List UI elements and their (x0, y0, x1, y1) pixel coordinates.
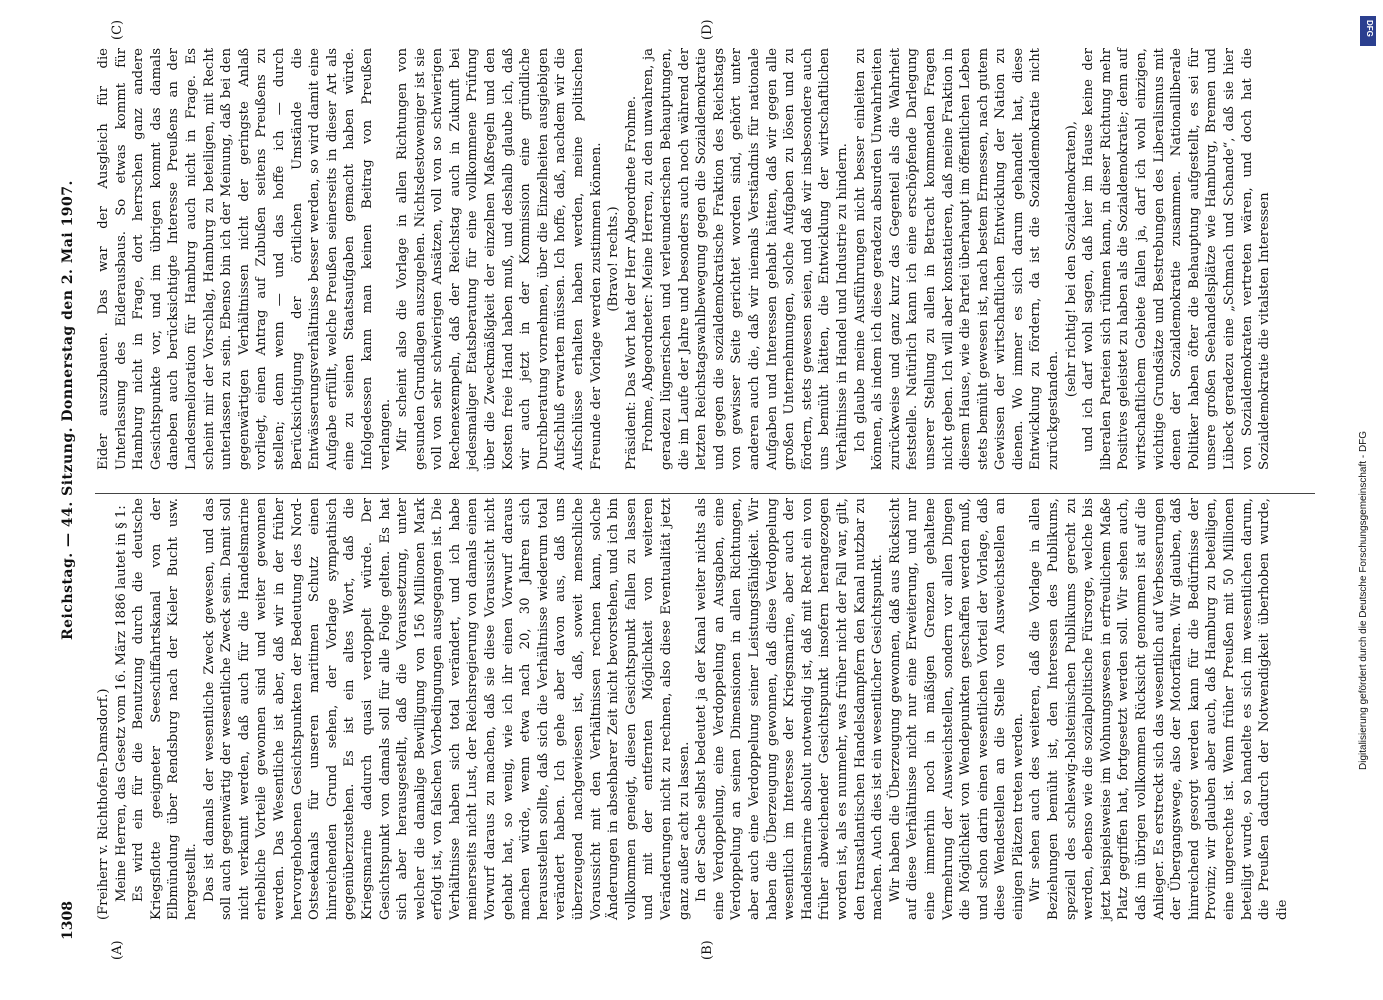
paragraph: Frohme, Abgeordneter: Meine Herren, zu den unwahren, ja geradezu lügnerischen und verleumderischen Behauptungen, die im Laufe der Jahre und besonders auch noch während der letzten Reichstagswahlbewegung gegen die Sozialdemokratie und gegen die sozialdemokratische Fraktion des Reichstags von gewisser Seite gerichtet worden sind, gehört unter anderen auch die, daß wir niemals Verständnis für nationale Aufgaben und Interessen gehabt hätten, daß wir gegen alle großen Unternehmungen, solche Aufgaben zu lösen und zu fördern, stets gewesen seien, und daß wir insbesondere auch uns bemüht hätten, die Entwicklung der wirtschaftlichen Verhältnisse in Handel und Industrie zu hindern. (641, 48, 850, 470)
paragraph: Präsident: Das Wort hat der Herr Abgeordnete Frohme. (623, 95, 639, 470)
paragraph: Mir scheint also die Vorlage in allen Richtungen von gesunden Grundlagen auszugehen. Nichtsdestoweniger ist sie voll von sehr schwierigen Ansätzen, voll von so schwierigen Rechenexempeln, daß der Reichstag auch in Zukunft bei jedesmaliger Etatsberatung für eine vollkommene Prüfung über die Zweckmäßigkeit der einzelnen Maßregeln und den Kosten freie Hand haben muß, und deshalb glaube ich, daß wir auch jetzt in der Kommission eine gründliche Durchberatung vornehmen, über die Einzelheiten ausgiebigen Aufschluß erwarten müssen. Ich hoffe, daß, nachdem wir die Aufschlüsse erhalten haben werden, meine politischen Freunde der Vorlage werden zustimmen können. (395, 48, 604, 470)
left-column (95, 498, 1291, 920)
paragraph: In der Sache selbst bedeutet ja der Kanal weiter nichts als eine Verdoppelung, eine Verdoppelung an Ausgaben, eine Verdoppelung an seinen Dimensionen in allen Richtungen, aber auch eine Verdoppelung seiner Leistungsfähigkeit. Wir haben die Überzeugung gewonnen, daß diese Verdoppelung wesentlich im Interesse der Kriegsmarine, aber auch der Handelsmarine absolut notwendig ist, daß mit Recht ein von früher abweichender Gesichtspunkt insofern herangezogen worden ist, als es nunmehr, was früher nicht der Fall war, gilt, den transatlantischen Handelsdampfern den Kanal nutzbar zu machen. Auch dies ist ein wesentlicher Gesichtspunkt. (694, 498, 886, 920)
running-title: Reichstag. — 44. Sitzung. Donnerstag den 2. Mai 1907. (60, 180, 76, 640)
paragraph: (Freiherr v. Richthofen-Damsdorf.) (96, 688, 111, 920)
margin-mark-d: (D) (700, 19, 715, 40)
paragraph: Eider auszubauen. Das war der Ausgleich für die Unterlassung des Eiderausbaus. So etwas kommt für Hamburg nicht in Frage, dort herrschen ganz andere Gesichtspunkte vor, und im übrigen kommt das damals daneben auch berücksichtigte Interesse Preußens an der Landesmelioration für Hamburg auch nicht in Frage. Es scheint mir der Vorschlag, Hamburg zu beteiligen, mit Recht unterlassen zu sein. Ebenso bin ich der Meinung, daß bei den gegenwärtigen Verhältnissen nicht der geringste Anlaß vorliegt, einen Antrag auf Zubußen seitens Preußens zu stellen; denn wenn — und das hoffe ich — durch Berücksichtigung der örtlichen Umstände die Entwässerungsverhältnisse besser werden, so wird damit eine Aufgabe erfüllt, welche Preußen seinerseits in dieser Art als eine zu seinen Staatsaufgaben gemacht haben würde. Infolgedessen kann man keinen Beitrag von Preußen verlangen. (96, 48, 393, 470)
dfg-logo: DFG (1360, 16, 1376, 46)
paragraph: und ich darf wohl sagen, daß hier im Hause keine der liberalen Parteien sich rühmen kann, in dieser Richtung mehr Positives geleistet zu haben als die Sozialdemokratie; denn auf wirtschaftlichem Gebiete fallen ja, darf ich wohl einzigen, wichtige Grundsätze und Bestrebungen des Liberalismus mit denen der Sozialdemokratie zusammen. Nationalliberale Politiker haben öfter die Behauptung aufgestellt, es sei für unsere großen Seehandelsplätze wie Hamburg, Bremen und Lübeck geradezu eine „Schmach und Schande“, daß sie hier von Sozialdemokraten vertreten wären, und doch hat die Sozialdemokratie die vitalsten Interessen (1081, 48, 1273, 470)
column-divider (95, 493, 1315, 494)
paragraph: (Bravo! rechts.) (606, 206, 622, 312)
side-credit (1358, 10, 1378, 790)
paragraph: Es wird ein für die Benutzung durch die deutsche Kriegsflotte geeigneter Seeschiffahrtskanal von der Elbmündung über Rendsburg nach der Kieler Bucht usw. hergestellt. (131, 498, 199, 920)
paragraph: Meine Herren, das Gesetz vom 16. März 1886 lautet in § 1: (113, 505, 129, 902)
right-column (95, 48, 1274, 470)
paragraph: Wir haben die Überzeugung gewonnen, daß aus Rücksicht auf diese Verhältnisse nicht nur eine Erweiterung, und nur eine immerhin noch in mäßigen Grenzen gehaltene Vermehrung der Ausweichstellen, sondern vor allen Dingen die Möglichkeit von Wendepunkten geschaffen werden muß, und schon darin einen wesentlichen Vorteil der Vorlage, daß diese Wendestellen an die Stelle von Ausweichstellen an einigen Plätzen treten werden. (887, 498, 1026, 920)
paragraph: Wir sehen auch des weiteren, daß die Vorlage in allen Beziehungen bemüht ist, den Interessen des Publikums, speziell des schleswig-holsteinischen Publikums gerecht zu werden, ebenso wie die sozialpolitische Fürsorge, welche bis jetzt beispielsweise im Wohnungswesen in erfreulichem Maße Platz gegriffen hat, fortgesetzt werden soll. Wir sehen auch, daß im übrigen vollkommen Rücksicht genommen ist auf die Anlieger. Es erstreckt sich das wesentlich auf Verbesserungen der Übergangswege, also der Motorfähren. Wir glauben, daß hinreichend gesorgt werden kann für die Bedürfnisse der Provinz; wir glauben aber auch, daß Hamburg zu beteiligen, eine ungerechte ist. Wenn früher Preußen mit 50 Millionen beteiligt wurde, so handelte es sich im wesentlichen darum, die Preußen dadurch der Notwendigkeit überhoben wurde, die (1028, 498, 1290, 920)
margin-mark-c: (C) (110, 19, 125, 40)
page-header (60, 60, 86, 940)
digitization-note: Digitalisierung gefördert durch die Deutsche Forschungsgemeinschaft - DFG (1358, 430, 1369, 770)
paragraph: Das ist damals der wesentliche Zweck gewesen, und das soll auch gegenwärtig der wesentliche Zweck sein. Damit soll nicht verkannt werden, daß auch für die Handelsmarine erhebliche Vorteile gewonnen sind und weiter gewonnen werden. Das Wesentliche ist aber, daß wir in der früher hervorgehobenen Gesichtspunkten der Bedeutung des Nord-Ostseekanals für unseren maritimen Schutz einen hinreichenden Grund sehen, der Vorlage sympathisch gegenüberzustehen. Es ist ein altes Wort, daß die Kriegsmarine dadurch quasi verdoppelt würde. Der Gesichtspunkt von damals soll für alle Folge gelten. Es hat sich aber herausgestellt, daß die Voraussetzung, unter welcher die damalige Bewilligung von 156 Millionen Mark erfolgt ist, von falschen Vorbedingungen ausgegangen ist. Die Verhältnisse haben sich total verändert, und ich habe meinerseits nicht Lust, der Reichsregierung von damals einen Vorwurf daraus zu machen, daß sie diese Voraussicht nicht gehabt hat, so wenig, wie ich ihr einen Vorwurf daraus machen würde, wenn etwa nach 20, 30 Jahren sich herausstellen sollte, daß sich die Verhältnisse wiederum total verändert haben. Ich gehe aber davon aus, daß uns überzeugend nachgewiesen ist, daß, soweit menschliche Voraussicht mit den Verhältnissen rechnen kann, solche Änderungen in absehbarer Zeit nicht bevorstehen, und ich bin vollkommen geneigt, diesen Gesichtspunkt fallen zu lassen und mit der entfernten Möglichkeit von weiteren Veränderungen nicht zu rechnen, also diese Eventualität jetzt ganz außer acht zu lassen. (201, 498, 692, 920)
margin-mark-a: (A) (110, 940, 125, 960)
margin-mark-b: (B) (700, 940, 715, 960)
paragraph: Ich glaube meine Ausführungen nicht besser einleiten zu können, als indem ich diese geradezu absurden Unwahrheiten zurückweise und ganz kurz das Gegenteil als die Wahrheit feststelle. Natürlich kann ich eine erschöpfende Darlegung unserer Stellung zu allen in Betracht kommenden Fragen nicht geben. Ich will aber konstatieren, daß meine Fraktion in diesem Hause, wie die Partei überhaupt im öffentlichen Leben stets bemüht gewesen ist, nach bestem Ermessen, nach gutem Gewissen der wirtschaftlichen Entwicklung der Nation zu dienen. Wo immer es sich darum gehandelt hat, diese Entwicklung zu fördern, da ist die Sozialdemokratie nicht zurückgestanden. (852, 48, 1062, 470)
page-number: 1308 (60, 901, 76, 940)
paragraph: (sehr richtig! bei den Sozialdemokraten), (1063, 120, 1079, 398)
